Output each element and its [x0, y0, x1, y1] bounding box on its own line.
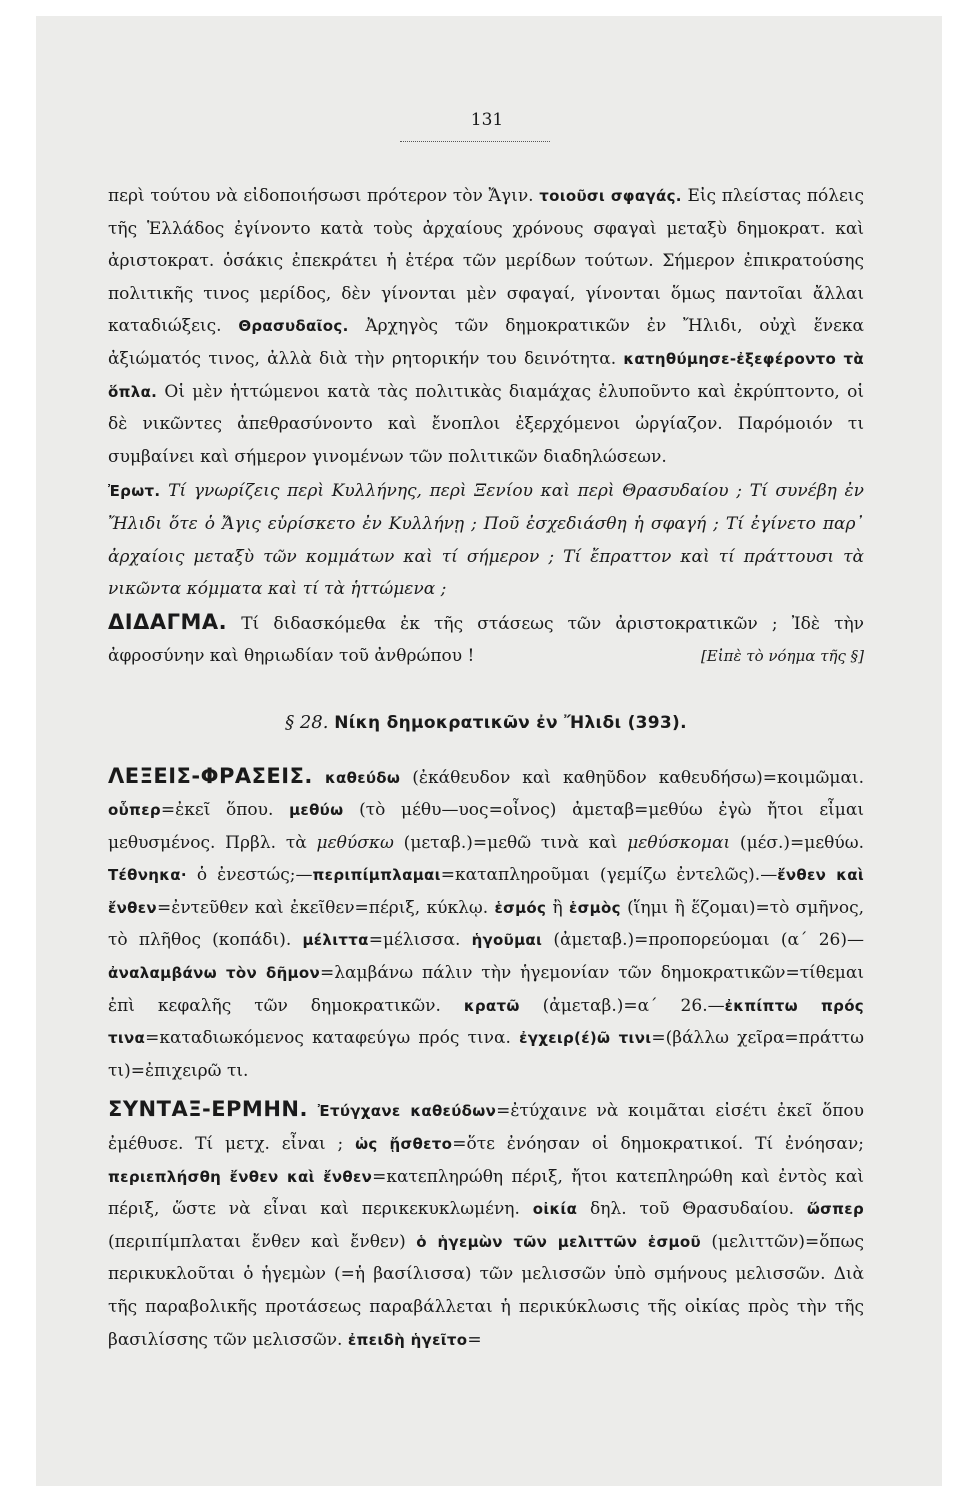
page-number-rule: [400, 141, 550, 142]
lesson-heading: ΔΙΔΑΓΜΑ.: [108, 609, 228, 634]
vocabulary-heading: ΛΕΞΕΙΣ-ΦΡΑΣΕΙΣ.: [108, 763, 313, 788]
text-run: (ἐκάθευδον καὶ καθηῦδον καθευδήσω)=κοιμῶμαι.: [400, 767, 864, 788]
syntax-heading: ΣΥΝΤΑΞ-ΕΡΜΗΝ.: [108, 1097, 308, 1122]
term-bold: ἔνθεν καὶ ἔνθεν: [108, 866, 864, 917]
text-run: Εἰς πλείστας πόλεις τῆς Ἑλλάδος ἐγίνοντο κατὰ τοὺς ἀρχαίους χρόνους σφαγαὶ μεταξὺ δημοκρατ. καὶ ἀριστοκρατ. ὁσάκις ἐπεκράτει ἡ ἑτέρα τῶν μερίδων τούτων. Σήμερον ἐπικρατούσης πολιτικῆς τινος μερίδος, δὲν γίνονται μὲν σφαγαί, γίνονται ὅμως παντοῖαι ἄλλαι καταδιώξεις.: [108, 186, 864, 337]
text-run: (μέσ.)=μεθύω.: [730, 832, 864, 853]
term-bold: οἰκία: [532, 1200, 578, 1219]
section-heading: Νίκη δημοκρατικῶν ἐν Ἤλιδι (393).: [334, 712, 687, 733]
text-run: =μέλισσα.: [368, 930, 472, 951]
text-run: ἢ: [546, 897, 570, 918]
term-bold: ὥσπερ: [806, 1200, 864, 1219]
page-number: 131: [470, 110, 504, 130]
term-bold: οὗπερ: [108, 801, 161, 820]
text-run: =ἐντεῦθεν καὶ ἐκεῖθεν=πέριξ, κύκλῳ.: [156, 897, 495, 918]
text-run: =ἐτύχαινε νὰ κοιμᾶται εἰσέτι ἐκεῖ ὅπου ἐμέθυσε. Τί μετχ. εἶναι ;: [108, 1101, 864, 1155]
term-bold: ἐπειδὴ ἡγεῖτο: [347, 1330, 468, 1349]
paragraph-questions: [108, 475, 864, 605]
text-run: =καταδιωκόμενος καταφεύγω πρός τινα.: [145, 1028, 520, 1049]
text-run: (ἀμεταβ.)=προπορεύομαι (α΄ 26)—: [542, 930, 864, 951]
text-run: (τὸ μέθυ—υος=οἶνος) ἀμεταβ=μεθύω ἐγὼ ἤτοι εἶμαι μεθυσμένος. Πρβλ. τὰ: [108, 800, 864, 853]
term-bold: ἐκπίπτω πρός τινα: [108, 996, 864, 1048]
section-sign: § 28.: [285, 711, 329, 733]
term-bold: Τέθνηκα·: [108, 866, 187, 885]
questions-label: Ἐρωτ.: [108, 482, 161, 501]
text-run: (μελιττῶν)=ὅπως περικυκλοῦται ὁ ἡγεμὼν (=ἡ βασίλισσα) τῶν μελισσῶν ὑπὸ σμήνους μελισσῶν. Διὰ τῆς παραβολικῆς προτάσεως παραβάλλεται ἡ περικύκλωσις τῆς οἰκίας πρὸς τὴν τῆς βασιλίσσης τῶν μελισσῶν.: [108, 1231, 864, 1350]
text-run: (περιπίμπλαται ἔνθεν καὶ ἔνθεν): [108, 1231, 417, 1252]
text-run: Τί διδασκόμεθα ἐκ τῆς στάσεως τῶν ἀριστοκρατικῶν ; Ἰδὲ τὴν ἀφροσύνην καὶ θηριωδίαν τοῦ ἀνθρώπου !: [108, 613, 864, 667]
term-bold: καθεύδω: [312, 768, 401, 787]
term-bold: ὁ ἡγεμὼν τῶν μελιττῶν ἑσμοῦ: [416, 1232, 701, 1251]
term-bold: κρατῶ: [463, 996, 520, 1015]
lesson-note: [Εἰπὲ τὸ νόημα τῆς §]: [700, 647, 864, 666]
paragraph-vocabulary: [108, 760, 864, 1088]
term-bold: μέλιττα: [302, 931, 369, 950]
page-body: [108, 180, 864, 1356]
term-bold: κατηθύμησε-ἐξεφέροντο τὰ ὅπλα.: [108, 349, 864, 401]
term-italic: μεθύσκομαι: [627, 832, 731, 853]
text-run: =κατεπληρώθη πέριξ, ἤτοι κατεπληρώθη καὶ ἐντὸς καὶ πέριξ, ὥστε νὰ εἶναι καὶ περικεκυκλωμένη.: [108, 1166, 864, 1220]
paragraph-commentary: [108, 180, 864, 473]
term-bold: ἀναλαμβάνω τὸν δῆμον: [108, 964, 321, 983]
term-bold: Θρασυδαῖος.: [238, 317, 349, 336]
paragraph-lesson: [108, 606, 864, 673]
section-title: [108, 707, 864, 740]
text-run: =ὅτε ἐνόησαν οἱ δημοκρατικοί. Τί ἐνόησαν;: [452, 1134, 864, 1155]
term-bold: ἑσμός: [494, 898, 547, 917]
text-run: =: [467, 1329, 482, 1350]
term-bold: ὡς ᾔσθετο: [355, 1135, 453, 1154]
term-italic: μεθύσκω: [316, 832, 394, 853]
text-run: Ἀρχηγὸς τῶν δημοκρατικῶν ἐν Ἤλιδι, οὐχὶ ἕνεκα ἀξιώματός τινος, ἀλλὰ διὰ τὴν ρητορικήν του δεινότητα.: [108, 316, 865, 369]
term-bold: περιεπλήσθη ἔνθεν καὶ ἔνθεν: [108, 1167, 373, 1186]
term-bold: Ἐτύγχανε καθεύδων: [307, 1102, 497, 1121]
text-run: ὁ ἐνεστώς;—: [186, 865, 313, 886]
text-run: (μεταβ.)=μεθῶ τινὰ καὶ: [393, 832, 628, 853]
term-bold: μεθύω: [289, 801, 344, 820]
term-bold: ἐγχειρ(έ)ῶ τινι: [519, 1029, 652, 1048]
text-run: Οἱ μὲν ἡττώμενοι κατὰ τὰς πολιτικὰς διαμάχας ἐλυποῦντο καὶ ἐκρύπτοντο, οἱ δὲ νικῶντες ἀπεθρασύνοντο καὶ ἔνοπλοι ἐξερχόμενοι ὠργίαζον. Παρόμοιόν τι συμβαίνει καὶ σήμερον γινομένων τῶν πολιτικῶν διαδηλώσεων.: [108, 381, 864, 467]
term-bold: ἑσμὸς: [569, 898, 621, 917]
text-run: περὶ τούτου νὰ εἰδοποιήσωσι πρότερον τὸν Ἄγιν.: [108, 186, 540, 206]
text-run: =καταπληροῦμαι (γεμίζω ἐντελῶς).—: [440, 865, 778, 886]
text-run: =(βάλλω χεῖρα=πράττω τι)=ἐπιχειρῶ τι.: [108, 1028, 864, 1081]
term-bold: περιπίμπλαμαι: [312, 866, 441, 885]
text-run: δηλ. τοῦ Θρασυδαίου.: [577, 1199, 807, 1220]
questions-text: Τί γνωρίζεις περὶ Κυλλήνης, περὶ Ξενίου καὶ περὶ Θρασυδαίου ; Τί συνέβη ἐν Ἤλιδι ὅτε ὁ Ἄγις εὑρίσκετο ἐν Κυλλήνῃ ; Ποῦ ἐσχεδιάσθη ἡ σφαγή ; Τί ἐγίνετο παρ᾽ ἀρχαίοις μεταξὺ τῶν κομμάτων καὶ τί σήμερον ; Τί ἔπραττον καὶ τί πράττουσι τὰ νικῶντα κόμματα καὶ τί τὰ ἡττώμενα ;: [108, 481, 864, 600]
text-run: (ἀμεταβ.)=α΄ 26.—: [519, 995, 725, 1016]
text-run: (ἵημι ἢ ἕζομαι)=τὸ σμῆνος, τὸ πλῆθος (κοπάδι).: [108, 897, 864, 951]
text-run: =ἐκεῖ ὅπου.: [160, 800, 290, 821]
text-run: =λαμβάνω πάλιν τὴν ἡγεμονίαν τῶν δημοκρατικῶν=τίθεμαι ἐπὶ κεφαλῆς τῶν δημοκρατικῶν.: [108, 963, 864, 1016]
term-bold: ἡγοῦμαι: [471, 931, 543, 950]
paragraph-syntax: [108, 1093, 864, 1356]
term-bold: τοιοῦσι σφαγάς.: [539, 187, 682, 205]
